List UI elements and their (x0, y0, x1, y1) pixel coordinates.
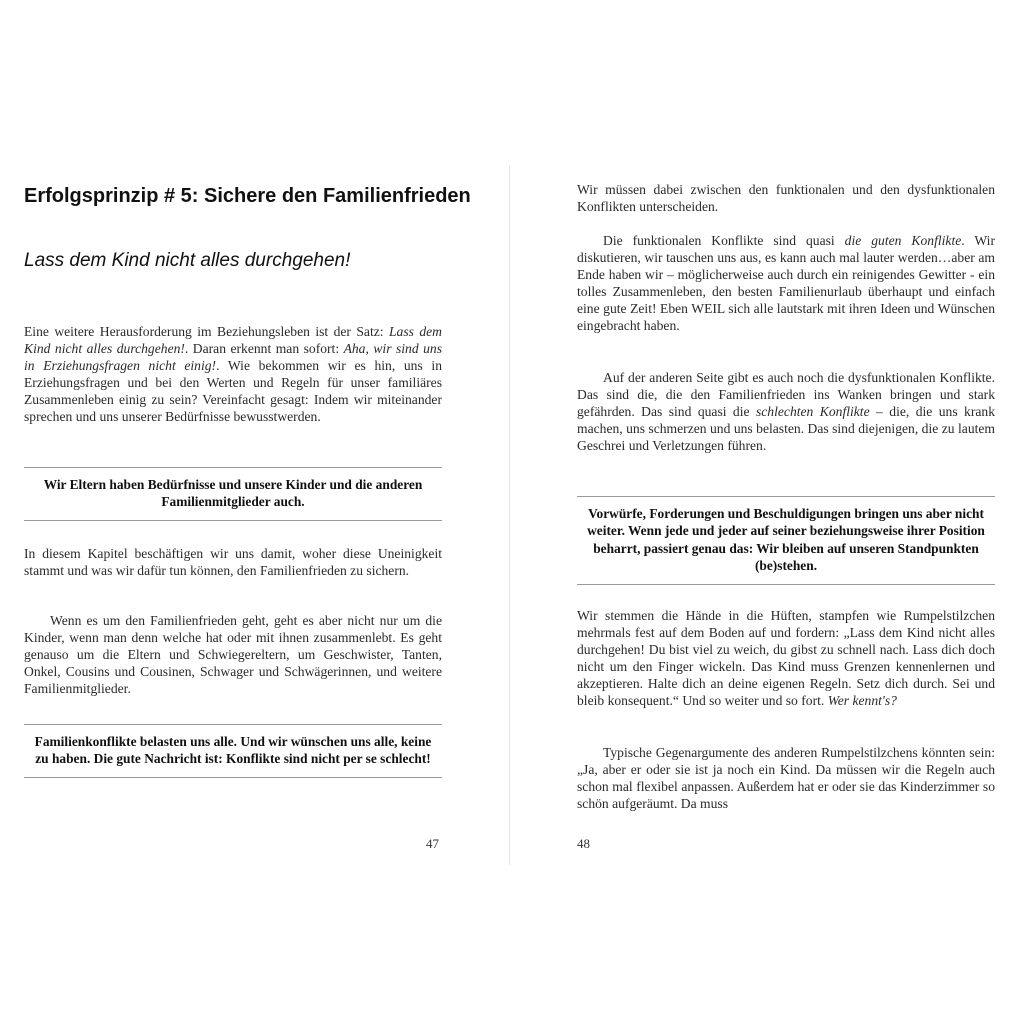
text-run: Die funktionalen Konflikte sind quasi (603, 233, 845, 248)
paragraph-intro (24, 323, 442, 426)
paragraph: Typische Gegenargumente des anderen Rumpelstilzchens könnten sein: „Ja, aber er oder sie ist ja noch ein Kind. Da müssen wir die Regeln auch schon mal flexibel anpassen. Außerdem hat er oder sie das Kinderzimmer so schön aufgeräumt. Da muss (577, 745, 995, 812)
text-run: Eine weitere Herausforderung im Beziehungsleben ist der Satz: (24, 324, 389, 339)
chapter-heading: Erfolgsprinzip # 5: Sichere den Familienfrieden (24, 185, 471, 207)
text-run: Auf der anderen Seite gibt es auch noch die dysfunktionalen Konflikte. Das sind die, die den Familienfrieden ins Wanken bringen und stark gefährden. Das sind quasi die (577, 370, 995, 420)
callout-box: Familienkonflikte belasten uns alle. Und wir wünschen uns alle, keine zu haben. Die gute Nachricht ist: Konflikte sind nicht per se schlecht! (24, 724, 442, 778)
text-run: Wir stemmen die Hände in die Hüften, stampfen wie Rumpelstilzchen mehrmals fest auf dem Boden auf und fordern: „Lass dem Kind nicht alles durchgehen! Du bist viel zu weich, du gibst zu schnell nach. Lass dich doch nicht um den Finger wickeln. Das Kind muss Grenzen kennenlernen und akzeptieren. Halte dich an deine eigenen Regeln. Setz dich durch. Sei und bleib konsequent.“ Und so weiter und so fort. (577, 608, 995, 709)
italic-phrase: schlechten Konflikte (755, 404, 870, 420)
italic-phrase: Wer kennt's? (827, 693, 897, 709)
text-run: . Wir diskutieren, wir tauschen uns aus, es kann auch mal lauter werden…aber am Ende haben wir – möglicherweise auch durch ein reinigendes Gewitter - ein tolles Zusammenleben, den besten Familienurlaub überhaupt und einfach eine gute Zeit! Eben WEIL sich alle lautstark mit ihren Ideen und Wünschen eingebracht haben. (577, 233, 995, 334)
text-run: – die, die uns krank machen, uns schmerzen und uns belasten. Das sind diejenigen, die zu lautem Geschrei und Verletzungen führen. (577, 404, 995, 454)
right-page (510, 0, 1024, 1024)
page-number: 47 (426, 836, 439, 851)
paragraph (577, 607, 995, 710)
paragraph (577, 369, 995, 454)
italic-quote: Lass dem Kind nicht alles durchgehen! (24, 324, 442, 357)
chapter-subtitle: Lass dem Kind nicht alles durchgehen! (24, 250, 351, 271)
paragraph: In diesem Kapitel beschäftigen wir uns damit, woher diese Uneinigkeit stammt und was wir dafür tun können, den Familienfrieden zu sichern. (24, 546, 442, 579)
callout-box: Vorwürfe, Forderungen und Beschuldigungen bringen uns aber nicht weiter. Wenn jede und jeder auf seiner beziehungsweise ihrer Position beharrt, passiert genau das: Wir bleiben auf unseren Standpunkten (be)stehen. (577, 496, 995, 585)
callout-box: Wir Eltern haben Bedürfnisse und unsere Kinder und die anderen Familienmitglieder auch. (24, 467, 442, 521)
italic-quote: Aha, wir sind uns in Erziehungsfragen nicht einig! (24, 341, 442, 374)
text-run: . Wie bekommen wir es hin, uns in Erziehungsfragen und bei den Werten und Regeln für unser familiäres Zusammenleben einig zu sein? Vereinfacht gesagt: Indem wir miteinander sprechen und uns unserer Bedürfnisse bewusstwerden. (24, 358, 442, 425)
page-number: 48 (577, 836, 590, 851)
paragraph (577, 232, 995, 335)
paragraph: Wir müssen dabei zwischen den funktionalen und den dysfunktionalen Konflikten unterscheiden. (577, 182, 995, 215)
italic-phrase: die guten Konflikte (844, 233, 962, 248)
left-page (0, 0, 510, 1024)
text-run: . Daran erkennt man sofort: (184, 341, 344, 357)
paragraph: Wenn es um den Familienfrieden geht, geht es aber nicht nur um die Kinder, wenn man denn welche hat oder mit ihnen zusammenlebt. Es geht genauso um die Eltern und Schwiegereltern, um Geschwister, Tanten, Onkel, Cousins und Cousinen, Schwager und Schwägerinnen, und weitere Familienmitglieder. (24, 613, 442, 697)
